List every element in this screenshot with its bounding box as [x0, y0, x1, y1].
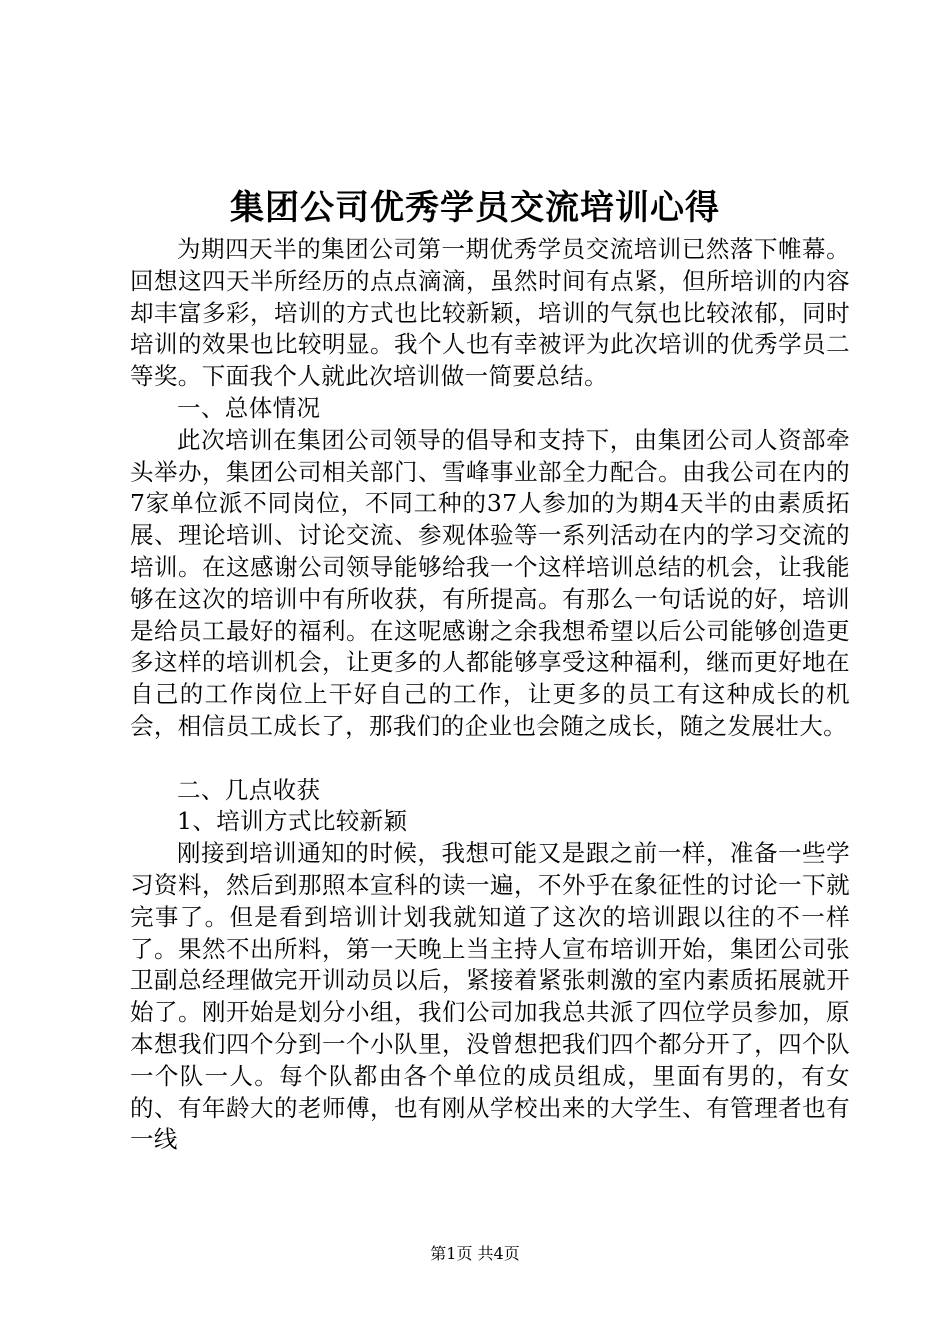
paragraph-intro: 为期四天半的集团公司第一期优秀学员交流培训已然落下帷幕。回想这四天半所经历的点点滴滴，虽然时间有点紧，但所培训的内容却丰富多彩，培训的方式也比较新颖，培训的气氛也比较浓郁，同时培训的效果也比较明显。我个人也有幸被评为此次培训的优秀学员二等奖。下面我个人就此次培训做一简要总结。 [130, 235, 850, 391]
document-body [130, 234, 850, 1156]
document-title: 集团公司优秀学员交流培训心得 [230, 188, 720, 228]
section-heading-gains: 二、几点收获 [177, 775, 321, 804]
section-heading-overview: 一、总体情况 [177, 393, 321, 422]
subsection-heading-training-method: 1、培训方式比较新颖 [177, 807, 408, 836]
paragraph-training-method: 刚接到培训通知的时候，我想可能又是跟之前一样，准备一些学习资料，然后到那照本宣科的读一遍，不外乎在象征性的讨论一下就完事了。但是看到培训计划我就知道了这次的培训跟以往的不一样了。果然不出所料，第一天晚上当主持人宣布培训开始，集团公司张卫副总经理做完开训动员以后，紧接着紧张刺激的室内素质拓展就开始了。刚开始是划分小组，我们公司加我总共派了四位学员参加，原本想我们四个分到一个小队里，没曾想把我们四个都分开了，四个队一个队一人。每个队都由各个单位的成员组成，里面有男的，有女的、有年龄大的老师傅，也有刚从学校出来的大学生、有管理者也有一线 [130, 839, 850, 1154]
page-footer: 第1页 共4页 [430, 1244, 520, 1263]
paragraph-overview: 此次培训在集团公司领导的倡导和支持下，由集团公司人资部牵头举办，集团公司相关部门、雪峰事业部全力配合。由我公司在内的7家单位派不同岗位，不同工种的37人参加的为期4天半的由素质拓展、理论培训、讨论交流、参观体验等一系列活动在内的学习交流的培训。在这感谢公司领导能够给我一个这样培训总结的机会，让我能够在这次的培训中有所收获，有所提高。有那么一句话说的好，培训是给员工最好的福利。在这呢感谢之余我想希望以后公司能够创造更多这样的培训机会，让更多的人都能够享受这种福利，继而更好地在自己的工作岗位上干好自己的工作，让更多的员工有这种成长的机会，相信员工成长了，那我们的企业也会随之成长，随之发展壮大。 [130, 425, 850, 740]
